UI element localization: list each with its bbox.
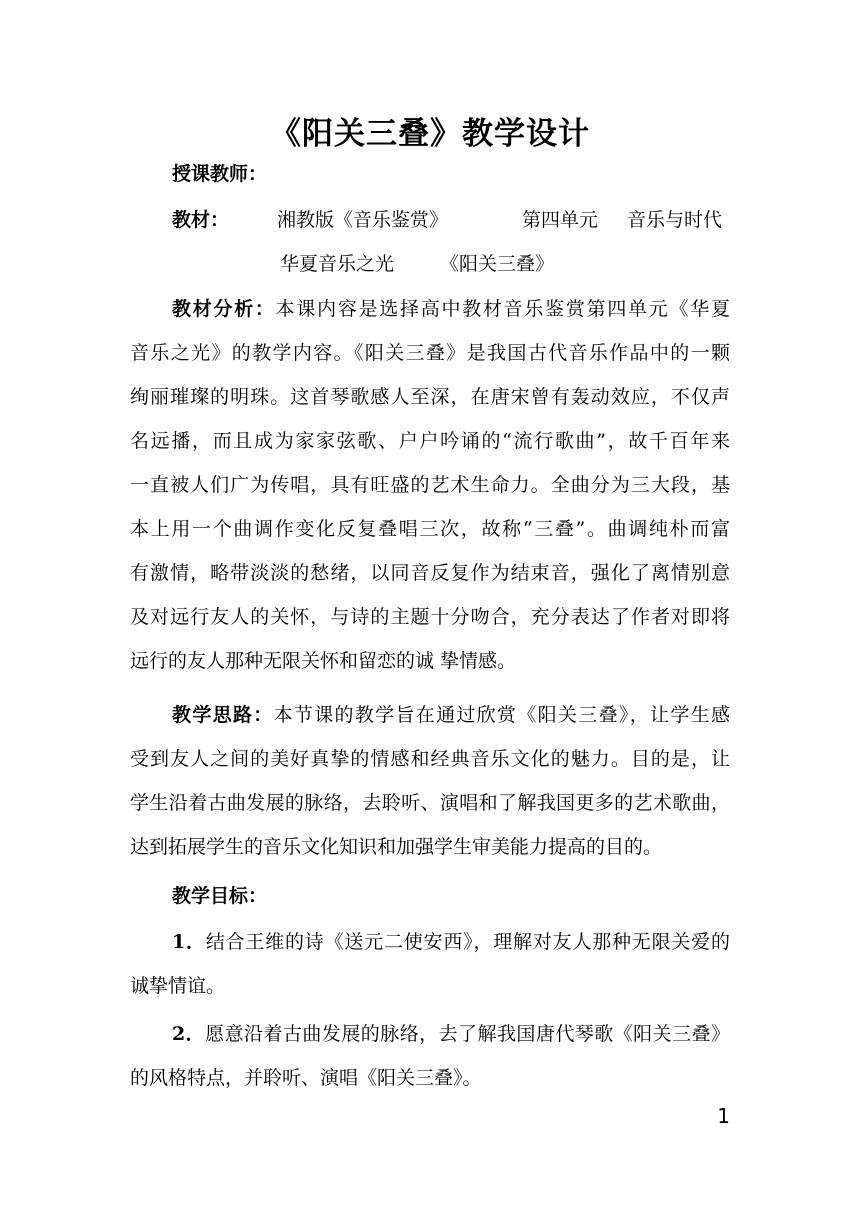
approach-line: 达到拓展学生的音乐文化知识和加强学生审美能力提高的目的。 [130, 836, 663, 858]
analysis-line: 绚丽璀璨的明珠。这首琴歌感人至深，在唐宋曾有轰动效应，不仅声 [130, 386, 730, 408]
approach-line: 受到友人之间的美好真挚的情感和经典音乐文化的魅力。目的是，让 [130, 748, 730, 770]
approach-line: 本节课的教学旨在通过欣赏《阳关三叠》，让学生感 [273, 704, 730, 726]
approach-label: 教学思路： [172, 704, 274, 726]
teacher-label: 授课教师： [172, 163, 268, 185]
goal-text: 的风格特点，并聆听、演唱《阳关三叠》。 [130, 1067, 482, 1089]
material-theme: 音乐与时代 [627, 209, 723, 231]
analysis-line: 名远播，而且成为家家弦歌、户户吟诵的“流行歌曲”，故千百年来 [130, 430, 730, 452]
analysis-line: 远行的友人那种无限关怀和留恋的诚 挚情感。 [130, 650, 517, 672]
analysis-line: 本课内容是选择高中教材音乐鉴赏第四单元《华夏 [275, 298, 730, 320]
analysis-line: 本上用一个曲调作变化反复叠唱三次，故称“三叠”。曲调纯朴而富 [130, 518, 730, 540]
analysis-line: 音乐之光》的教学内容。《阳关三叠》是我国古代音乐作品中的一颗 [130, 342, 730, 364]
material-section: 华夏音乐之光 [280, 253, 395, 275]
material-row-2 [280, 250, 580, 278]
analysis-line: 及对远行友人的关怀，与诗的主题十分吻合，充分表达了作者对即将 [130, 606, 730, 628]
goal-number: 1． [172, 931, 206, 953]
material-row [172, 206, 732, 234]
goals-label: 教学目标： [172, 885, 268, 907]
goal-item-1 [172, 928, 730, 956]
material-label: 教材： [172, 209, 230, 231]
material-book: 湘教版《音乐鉴赏》 [277, 209, 449, 231]
document-title: 《阳关三叠》教学设计 [270, 116, 590, 152]
goal-text: 愿意沿着古曲发展的脉络，去了解我国唐代琴歌《阳关三叠》 [205, 1023, 730, 1045]
goal-number: 2． [172, 1023, 206, 1045]
analysis-label: 教材分析： [172, 298, 276, 320]
goal-text: 结合王维的诗《送元二使安西》，理解对友人那种无限关爱的 [205, 931, 730, 953]
material-piece: 《阳关三叠》 [440, 253, 555, 275]
analysis-line: 有激情，略带淡淡的愁绪，以同音反复作为结束音，强化了离情别意 [130, 562, 730, 584]
goal-item-2 [172, 1020, 730, 1048]
analysis-first-line [172, 295, 730, 323]
approach-first-line [172, 701, 730, 729]
material-unit: 第四单元 [522, 209, 599, 231]
goal-text: 诚挚情谊。 [130, 975, 226, 997]
analysis-line: 一直被人们广为传唱，具有旺盛的艺术生命力。全曲分为三大段，基 [130, 474, 730, 496]
page-number: 1 [717, 1104, 730, 1128]
approach-line: 学生沿着古曲发展的脉络，去聆听、演唱和了解我国更多的艺术歌曲， [130, 792, 730, 814]
